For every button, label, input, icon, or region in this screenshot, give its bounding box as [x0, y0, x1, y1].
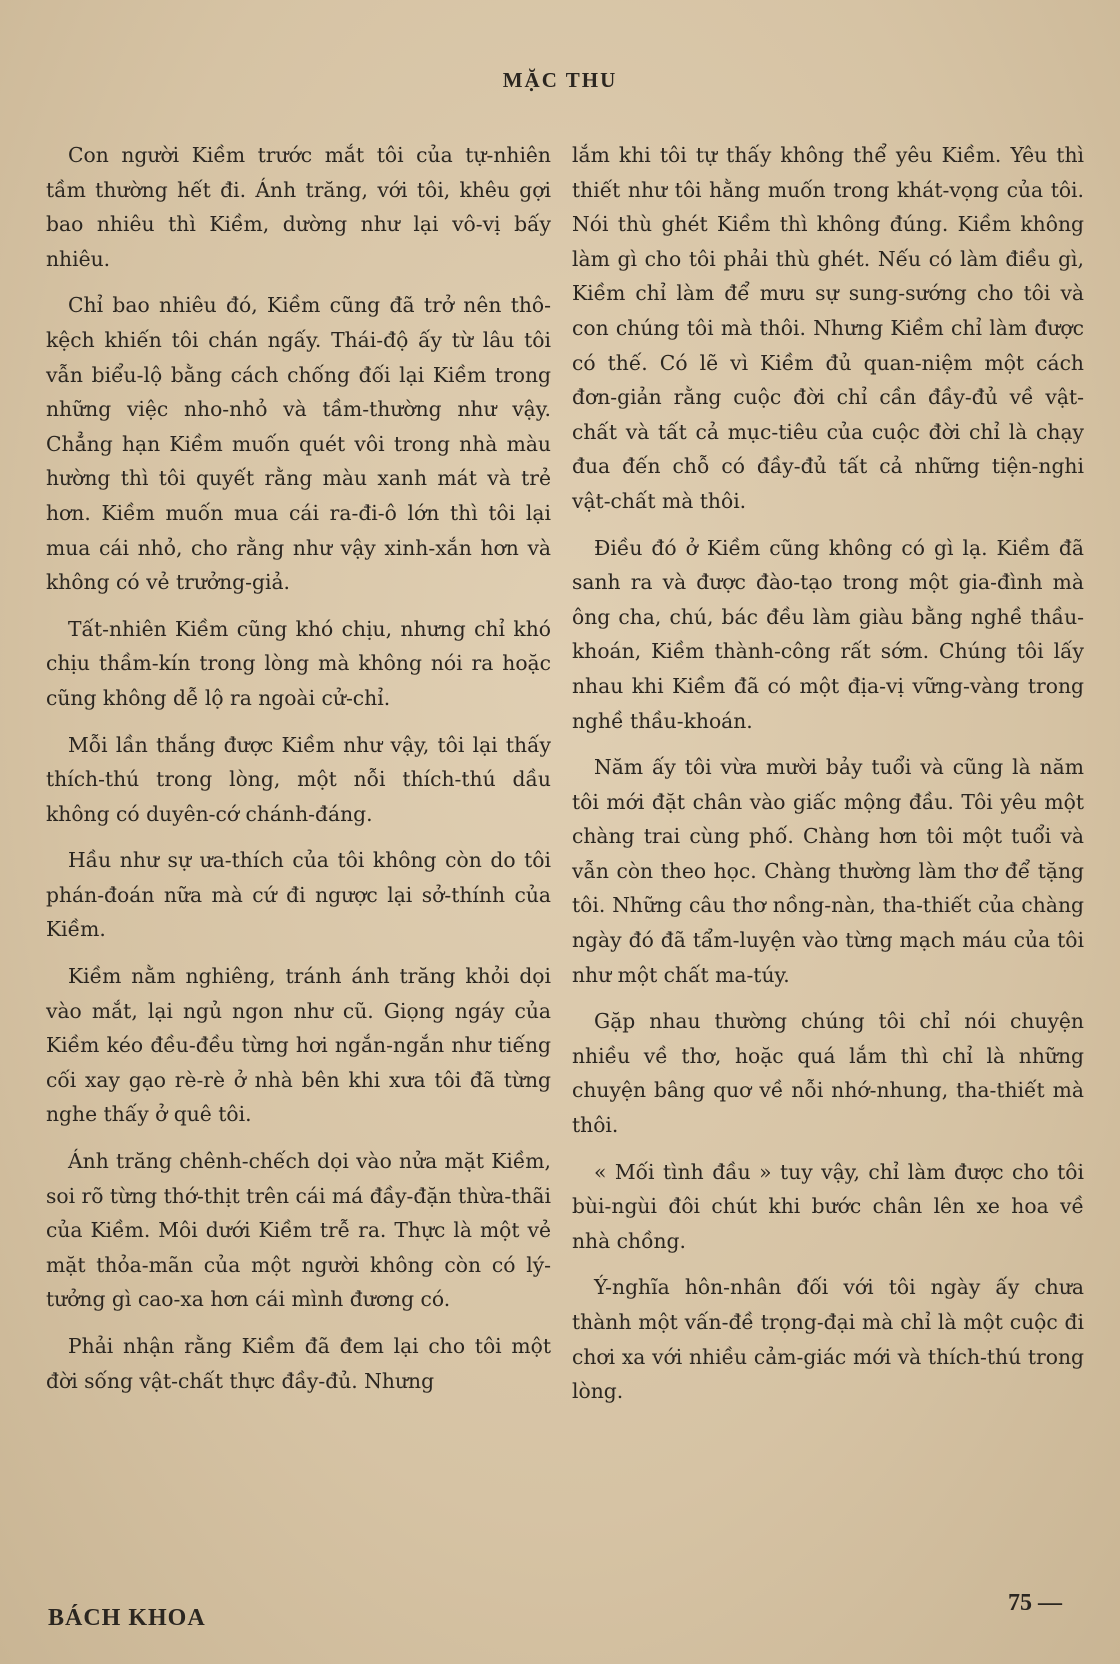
- paragraph: Tất-nhiên Kiềm cũng khó chịu, nhưng chỉ khó chịu thầm-kín trong lòng mà không nói ra hoặc cũng không dễ lộ ra ngoài cử-chỉ.: [46, 616, 551, 710]
- paragraph: Kiềm nằm nghiêng, tránh ánh trăng khỏi dọi vào mắt, lại ngủ ngon như cũ. Giọng ngáy của Kiềm kéo đều-đều từng hơi ngắn-ngắn như tiếng cối xay gạo rè-rè ở nhà bên khi xưa tôi đã từng nghe thấy ở quê tôi.: [46, 964, 551, 1127]
- paragraph: Điều đó ở Kiềm cũng không có gì lạ. Kiềm đã sanh ra và được đào-tạo trong một gia-đình mà ông cha, chú, bác đều làm giàu bằng nghề thầu-khoán, Kiềm thành-công rất sớm. Chúng tôi lấy nhau khi Kiềm đã có một địa-vị vững-vàng trong nghề thầu-khoán.: [572, 535, 1084, 733]
- paragraph: Hầu như sự ưa-thích của tôi không còn do tôi phán-đoán nữa mà cứ đi ngược lại sở-thính của Kiềm.: [46, 848, 551, 942]
- page-number: 75 —: [1008, 1590, 1062, 1616]
- paragraph-continued: lắm khi tôi tự thấy không thể yêu Kiềm. Yêu thì thiết như tôi hằng muốn trong khát-vọng của tôi. Nói thù ghét Kiềm thì không đúng. Kiềm không làm gì cho tôi phải thù ghét. Nếu có làm điều gì, Kiềm chỉ làm để mưu sự sung-sướng cho tôi và con chúng tôi mà thôi. Nhưng Kiềm chỉ làm được có thế. Có lẽ vì Kiềm đủ quan-niệm một cách đơn-giản rằng cuộc đời chỉ cần đầy-đủ về vật-chất và tất cả mục-tiêu của cuộc đời chỉ là chạy đua đến chỗ có đầy-đủ tất cả những tiện-nghi vật-chất mà thôi.: [572, 143, 1084, 513]
- running-title: MẶC THU: [502, 68, 618, 92]
- magazine-name: BÁCH KHOA: [48, 1605, 206, 1631]
- paragraph: « Mối tình đầu » tuy vậy, chỉ làm được cho tôi bùi-ngùi đôi chút khi bước chân lên xe hoa về nhà chồng.: [572, 1159, 1084, 1253]
- paragraph: Phải nhận rằng Kiềm đã đem lại cho tôi một đời sống vật-chất thực đầy-đủ. Nhưng: [46, 1334, 551, 1393]
- paragraph: Con người Kiềm trước mắt tôi của tự-nhiên tầm thường hết đi. Ánh trăng, với tôi, khêu gợi bao nhiêu thì Kiềm, dường như lại vô-vị bấy nhiêu.: [46, 143, 551, 271]
- paragraph: Mỗi lần thắng được Kiềm như vậy, tôi lại thấy thích-thú trong lòng, một nỗi thích-thú dầu không có duyên-cớ chánh-đáng.: [46, 732, 551, 826]
- paragraph: Ý-nghĩa hôn-nhân đối với tôi ngày ấy chưa thành một vấn-đề trọng-đại mà chỉ là một cuộc đi chơi xa với nhiều cảm-giác mới và thích-thú trong lòng.: [572, 1275, 1084, 1404]
- paragraph: Chỉ bao nhiêu đó, Kiềm cũng đã trở nên thô-kệch khiến tôi chán ngấy. Thái-độ ấy từ lâu tôi vẫn biểu-lộ bằng cách chống đối lại Kiềm trong những việc nho-nhỏ và tầm-thường như vậy. Chẳng hạn Kiềm muốn quét vôi trong nhà màu hường thì tôi quyết rằng màu xanh mát và trẻ hơn. Kiềm muốn mua cái ra-đi-ô lớn thì tôi lại mua cái nhỏ, cho rằng như vậy xinh-xắn hơn và không có vẻ trưởng-giả.: [46, 293, 551, 595]
- paragraph: Năm ấy tôi vừa mười bảy tuổi và cũng là năm tôi mới đặt chân vào giấc mộng đầu. Tôi yêu một chàng trai cùng phố. Chàng hơn tôi một tuổi và vẫn còn theo học. Chàng thường làm thơ để tặng tôi. Những câu thơ nồng-nàn, tha-thiết của chàng ngày đó đã tẩm-luyện vào từng mạch máu của tôi như một chất ma-túy.: [572, 755, 1084, 987]
- paragraph: Gặp nhau thường chúng tôi chỉ nói chuyện nhiều về thơ, hoặc quá lắm thì chỉ là những chuyện bâng quơ về nỗi nhớ-nhung, tha-thiết mà thôi.: [572, 1009, 1084, 1138]
- right-column: [572, 138, 1084, 1421]
- left-column: [46, 138, 551, 1410]
- paragraph: Ánh trăng chênh-chếch dọi vào nửa mặt Kiềm, soi rõ từng thớ-thịt trên cái má đầy-đặn thừa-thãi của Kiềm. Môi dưới Kiềm trễ ra. Thực là một vẻ mặt thỏa-mãn của một người không còn có lý-tưởng gì cao-xa hơn cái mình đương có.: [46, 1149, 552, 1312]
